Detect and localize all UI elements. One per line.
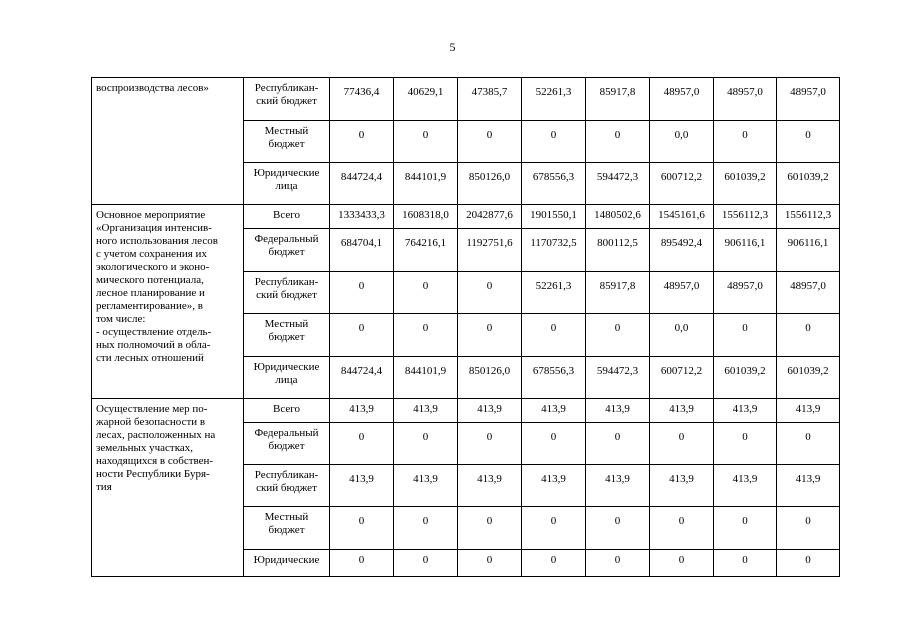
value-cell: 413,9 <box>586 399 650 423</box>
funding-source <box>244 357 330 399</box>
value-cell: 413,9 <box>394 465 458 507</box>
value-cell: 844101,9 <box>394 357 458 399</box>
description-line: лесное планирование и <box>96 287 205 299</box>
value-cell: 413,9 <box>777 399 840 423</box>
value-cell: 47385,7 <box>458 78 522 121</box>
funding-source <box>244 507 330 550</box>
funding-source-line: ский бюджет <box>256 95 317 107</box>
value-cell: 0 <box>714 121 777 163</box>
value-cell: 413,9 <box>714 465 777 507</box>
funding-source <box>244 121 330 163</box>
value-cell: 1170732,5 <box>522 229 586 272</box>
value-cell: 0 <box>586 507 650 550</box>
table-row <box>92 399 840 423</box>
value-cell: 844101,9 <box>394 163 458 205</box>
value-cell: 52261,3 <box>522 78 586 121</box>
value-cell: 678556,3 <box>522 357 586 399</box>
description-line: тия <box>96 481 112 493</box>
funding-source <box>244 272 330 314</box>
value-cell: 1556112,3 <box>714 205 777 229</box>
value-cell: 0 <box>777 550 840 577</box>
value-cell: 413,9 <box>458 465 522 507</box>
funding-source-line: Республикан- <box>254 82 319 94</box>
description-line: «Организация интенсив- <box>96 222 212 234</box>
table-row <box>92 78 840 121</box>
value-cell: 0 <box>777 507 840 550</box>
value-cell: 594472,3 <box>586 357 650 399</box>
value-cell: 85917,8 <box>586 78 650 121</box>
value-cell: 600712,2 <box>650 357 714 399</box>
description-line: с учетом сохранения их <box>96 248 207 260</box>
value-cell: 1480502,6 <box>586 205 650 229</box>
description-line: лесах, расположенных на <box>96 429 216 441</box>
funding-source-line: Всего <box>273 209 300 221</box>
value-cell: 0 <box>330 507 394 550</box>
funding-source <box>244 163 330 205</box>
value-cell: 77436,4 <box>330 78 394 121</box>
funding-source-line: Юридические <box>253 167 320 179</box>
description-line: находящихся в собствен- <box>96 455 214 467</box>
value-cell: 0 <box>714 423 777 465</box>
value-cell: 0 <box>586 314 650 357</box>
value-cell: 0 <box>714 550 777 577</box>
value-cell: 413,9 <box>522 399 586 423</box>
value-cell: 601039,2 <box>714 357 777 399</box>
value-cell: 413,9 <box>330 399 394 423</box>
value-cell: 2042877,6 <box>458 205 522 229</box>
description-line: сти лесных отношений <box>96 352 204 364</box>
funding-source <box>244 399 330 423</box>
value-cell: 678556,3 <box>522 163 586 205</box>
value-cell: 48957,0 <box>650 78 714 121</box>
value-cell: 48957,0 <box>777 272 840 314</box>
value-cell: 0 <box>522 121 586 163</box>
funding-source <box>244 465 330 507</box>
value-cell: 764216,1 <box>394 229 458 272</box>
value-cell: 0 <box>714 314 777 357</box>
value-cell: 601039,2 <box>777 163 840 205</box>
value-cell: 0,0 <box>650 121 714 163</box>
value-cell: 1608318,0 <box>394 205 458 229</box>
value-cell: 0 <box>522 423 586 465</box>
value-cell: 1333433,3 <box>330 205 394 229</box>
description-line: мического потенциала, <box>96 274 204 286</box>
funding-source <box>244 78 330 121</box>
funding-source-line: бюджет <box>268 331 305 343</box>
funding-source-line: Республикан- <box>254 276 319 288</box>
value-cell: 0 <box>458 314 522 357</box>
description-line: Основное мероприятие <box>96 209 206 221</box>
value-cell: 0 <box>522 314 586 357</box>
funding-source-line: лица <box>275 180 298 192</box>
value-cell: 1556112,3 <box>777 205 840 229</box>
value-cell: 85917,8 <box>586 272 650 314</box>
measure-description <box>92 78 244 205</box>
value-cell: 48957,0 <box>777 78 840 121</box>
value-cell: 0 <box>458 507 522 550</box>
value-cell: 0 <box>330 121 394 163</box>
funding-source-line: ский бюджет <box>256 482 317 494</box>
value-cell: 0 <box>777 314 840 357</box>
value-cell: 0 <box>330 550 394 577</box>
value-cell: 0 <box>650 507 714 550</box>
value-cell: 0 <box>394 121 458 163</box>
value-cell: 413,9 <box>777 465 840 507</box>
measure-description <box>92 399 244 577</box>
description-line: ности Республики Буря- <box>96 468 210 480</box>
funding-source-line: Местный <box>264 318 309 330</box>
value-cell: 594472,3 <box>586 163 650 205</box>
page-number: 5 <box>449 40 456 54</box>
description-line: - осуществление отдель- <box>96 326 212 338</box>
value-cell: 601039,2 <box>777 357 840 399</box>
value-cell: 0 <box>777 423 840 465</box>
description-line: воспроизводства лесов» <box>96 82 209 94</box>
funding-source-line: Местный <box>264 125 309 137</box>
value-cell: 0 <box>650 550 714 577</box>
value-cell: 413,9 <box>586 465 650 507</box>
value-cell: 413,9 <box>458 399 522 423</box>
value-cell: 906116,1 <box>714 229 777 272</box>
funding-source <box>244 314 330 357</box>
value-cell: 1192751,6 <box>458 229 522 272</box>
value-cell: 1545161,6 <box>650 205 714 229</box>
value-cell: 48957,0 <box>650 272 714 314</box>
value-cell: 413,9 <box>522 465 586 507</box>
value-cell: 0 <box>522 507 586 550</box>
value-cell: 0 <box>714 507 777 550</box>
value-cell: 0 <box>522 550 586 577</box>
table-body <box>92 78 840 577</box>
description-line: регламентирование», в <box>96 300 203 312</box>
funding-source-line: бюджет <box>268 138 305 150</box>
funding-source-line: Всего <box>273 403 300 415</box>
funding-source <box>244 423 330 465</box>
value-cell: 601039,2 <box>714 163 777 205</box>
description-line: жарной безопасности в <box>96 416 206 428</box>
value-cell: 0 <box>650 423 714 465</box>
funding-source-line: Юридические <box>253 361 320 373</box>
value-cell: 850126,0 <box>458 163 522 205</box>
value-cell: 0,0 <box>650 314 714 357</box>
funding-source-line: лица <box>275 374 298 386</box>
value-cell: 0 <box>586 121 650 163</box>
value-cell: 600712,2 <box>650 163 714 205</box>
description-line: том числе: <box>96 313 146 325</box>
value-cell: 52261,3 <box>522 272 586 314</box>
value-cell: 0 <box>394 314 458 357</box>
value-cell: 48957,0 <box>714 78 777 121</box>
value-cell: 413,9 <box>394 399 458 423</box>
value-cell: 0 <box>330 314 394 357</box>
budget-table <box>91 77 840 577</box>
value-cell: 800112,5 <box>586 229 650 272</box>
funding-source-line: Федеральный <box>254 233 319 245</box>
value-cell: 413,9 <box>650 465 714 507</box>
funding-source-line: Местный <box>264 511 309 523</box>
value-cell: 413,9 <box>650 399 714 423</box>
funding-source <box>244 205 330 229</box>
funding-source-line: Республикан- <box>254 469 319 481</box>
funding-source <box>244 229 330 272</box>
funding-source-line: бюджет <box>268 246 305 258</box>
description-line: Осуществление мер по- <box>96 403 208 415</box>
value-cell: 48957,0 <box>714 272 777 314</box>
funding-source-line: бюджет <box>268 524 305 536</box>
value-cell: 0 <box>586 423 650 465</box>
value-cell: 0 <box>458 550 522 577</box>
funding-source-line: Федеральный <box>254 427 319 439</box>
description-line: экологического и эконо- <box>96 261 210 273</box>
value-cell: 684704,1 <box>330 229 394 272</box>
value-cell: 413,9 <box>714 399 777 423</box>
value-cell: 0 <box>394 272 458 314</box>
description-line: ных полномочий в обла- <box>96 339 211 351</box>
funding-source-line: бюджет <box>268 440 305 452</box>
description-line: ного использования лесов <box>96 235 218 247</box>
value-cell: 413,9 <box>330 465 394 507</box>
table-row <box>92 205 840 229</box>
value-cell: 0 <box>777 121 840 163</box>
funding-source <box>244 550 330 577</box>
description-line: земельных участках, <box>96 442 194 454</box>
value-cell: 0 <box>586 550 650 577</box>
value-cell: 906116,1 <box>777 229 840 272</box>
value-cell: 844724,4 <box>330 163 394 205</box>
value-cell: 895492,4 <box>650 229 714 272</box>
value-cell: 0 <box>330 423 394 465</box>
value-cell: 0 <box>394 423 458 465</box>
value-cell: 0 <box>458 423 522 465</box>
value-cell: 0 <box>330 272 394 314</box>
funding-source-line: ский бюджет <box>256 289 317 301</box>
value-cell: 40629,1 <box>394 78 458 121</box>
value-cell: 844724,4 <box>330 357 394 399</box>
measure-description <box>92 205 244 399</box>
value-cell: 0 <box>458 272 522 314</box>
value-cell: 0 <box>394 550 458 577</box>
funding-source-line: Юридические <box>253 554 320 566</box>
value-cell: 850126,0 <box>458 357 522 399</box>
value-cell: 1901550,1 <box>522 205 586 229</box>
value-cell: 0 <box>394 507 458 550</box>
value-cell: 0 <box>458 121 522 163</box>
